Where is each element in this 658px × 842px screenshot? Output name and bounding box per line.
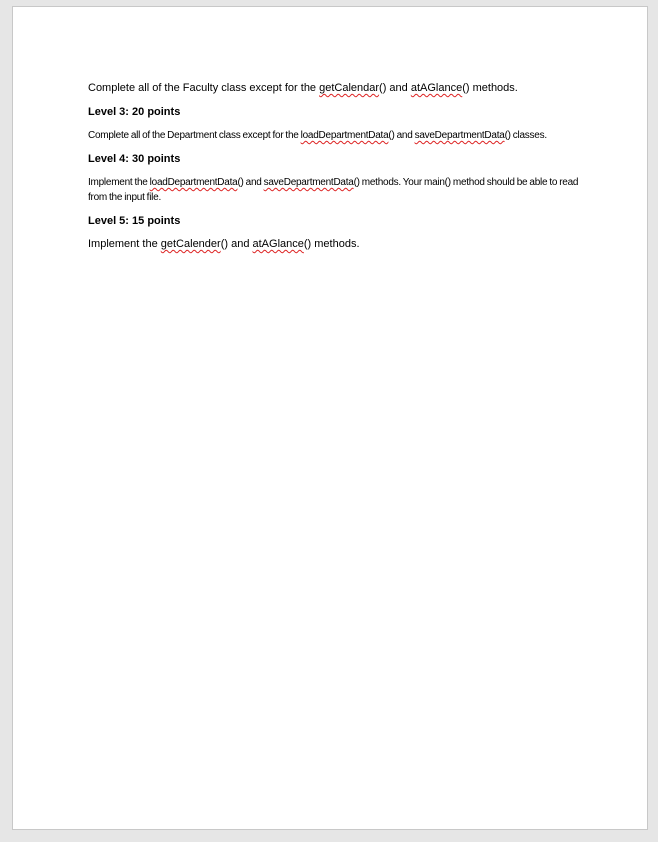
text-run: () and	[237, 177, 264, 188]
paragraph-implement-calendar	[88, 237, 588, 252]
heading-level-4: Level 4: 30 points	[88, 153, 181, 165]
misspelled-word[interactable]: atAGlance	[252, 238, 304, 250]
document-body[interactable]	[88, 81, 588, 261]
misspelled-word[interactable]: loadDepartmentData	[149, 177, 238, 188]
text-run: () and	[388, 130, 415, 141]
misspelled-word[interactable]: getCalendar	[319, 82, 380, 94]
paragraph-faculty	[88, 81, 588, 96]
text-run: () and	[379, 82, 411, 94]
text-run: () methods.	[303, 238, 360, 250]
misspelled-word[interactable]: loadDepartmentData	[300, 130, 389, 141]
heading-level-3: Level 3: 20 points	[88, 106, 181, 118]
misspelled-word[interactable]: saveDepartmentData	[263, 177, 354, 188]
text-run: () classes.	[504, 130, 547, 141]
misspelled-word[interactable]: atAGlance	[410, 82, 463, 94]
heading-level-5: Level 5: 15 points	[88, 215, 181, 227]
text-run: Complete all of the Department class except for the	[88, 130, 301, 141]
text-run: () methods.	[462, 82, 518, 94]
text-run: Complete all of the Faculty class except for the	[88, 82, 320, 94]
text-run: () methods. Your main() method should be able to read from the input file.	[88, 177, 579, 203]
paragraph-implement-load-save	[88, 175, 588, 205]
text-run: Implement the	[88, 238, 161, 250]
text-run: Implement the	[88, 177, 150, 188]
misspelled-word[interactable]: getCalender	[160, 238, 221, 250]
misspelled-word[interactable]: saveDepartmentData	[414, 130, 505, 141]
paragraph-department	[88, 128, 588, 143]
text-run: () and	[220, 238, 253, 250]
document-page	[12, 6, 648, 830]
